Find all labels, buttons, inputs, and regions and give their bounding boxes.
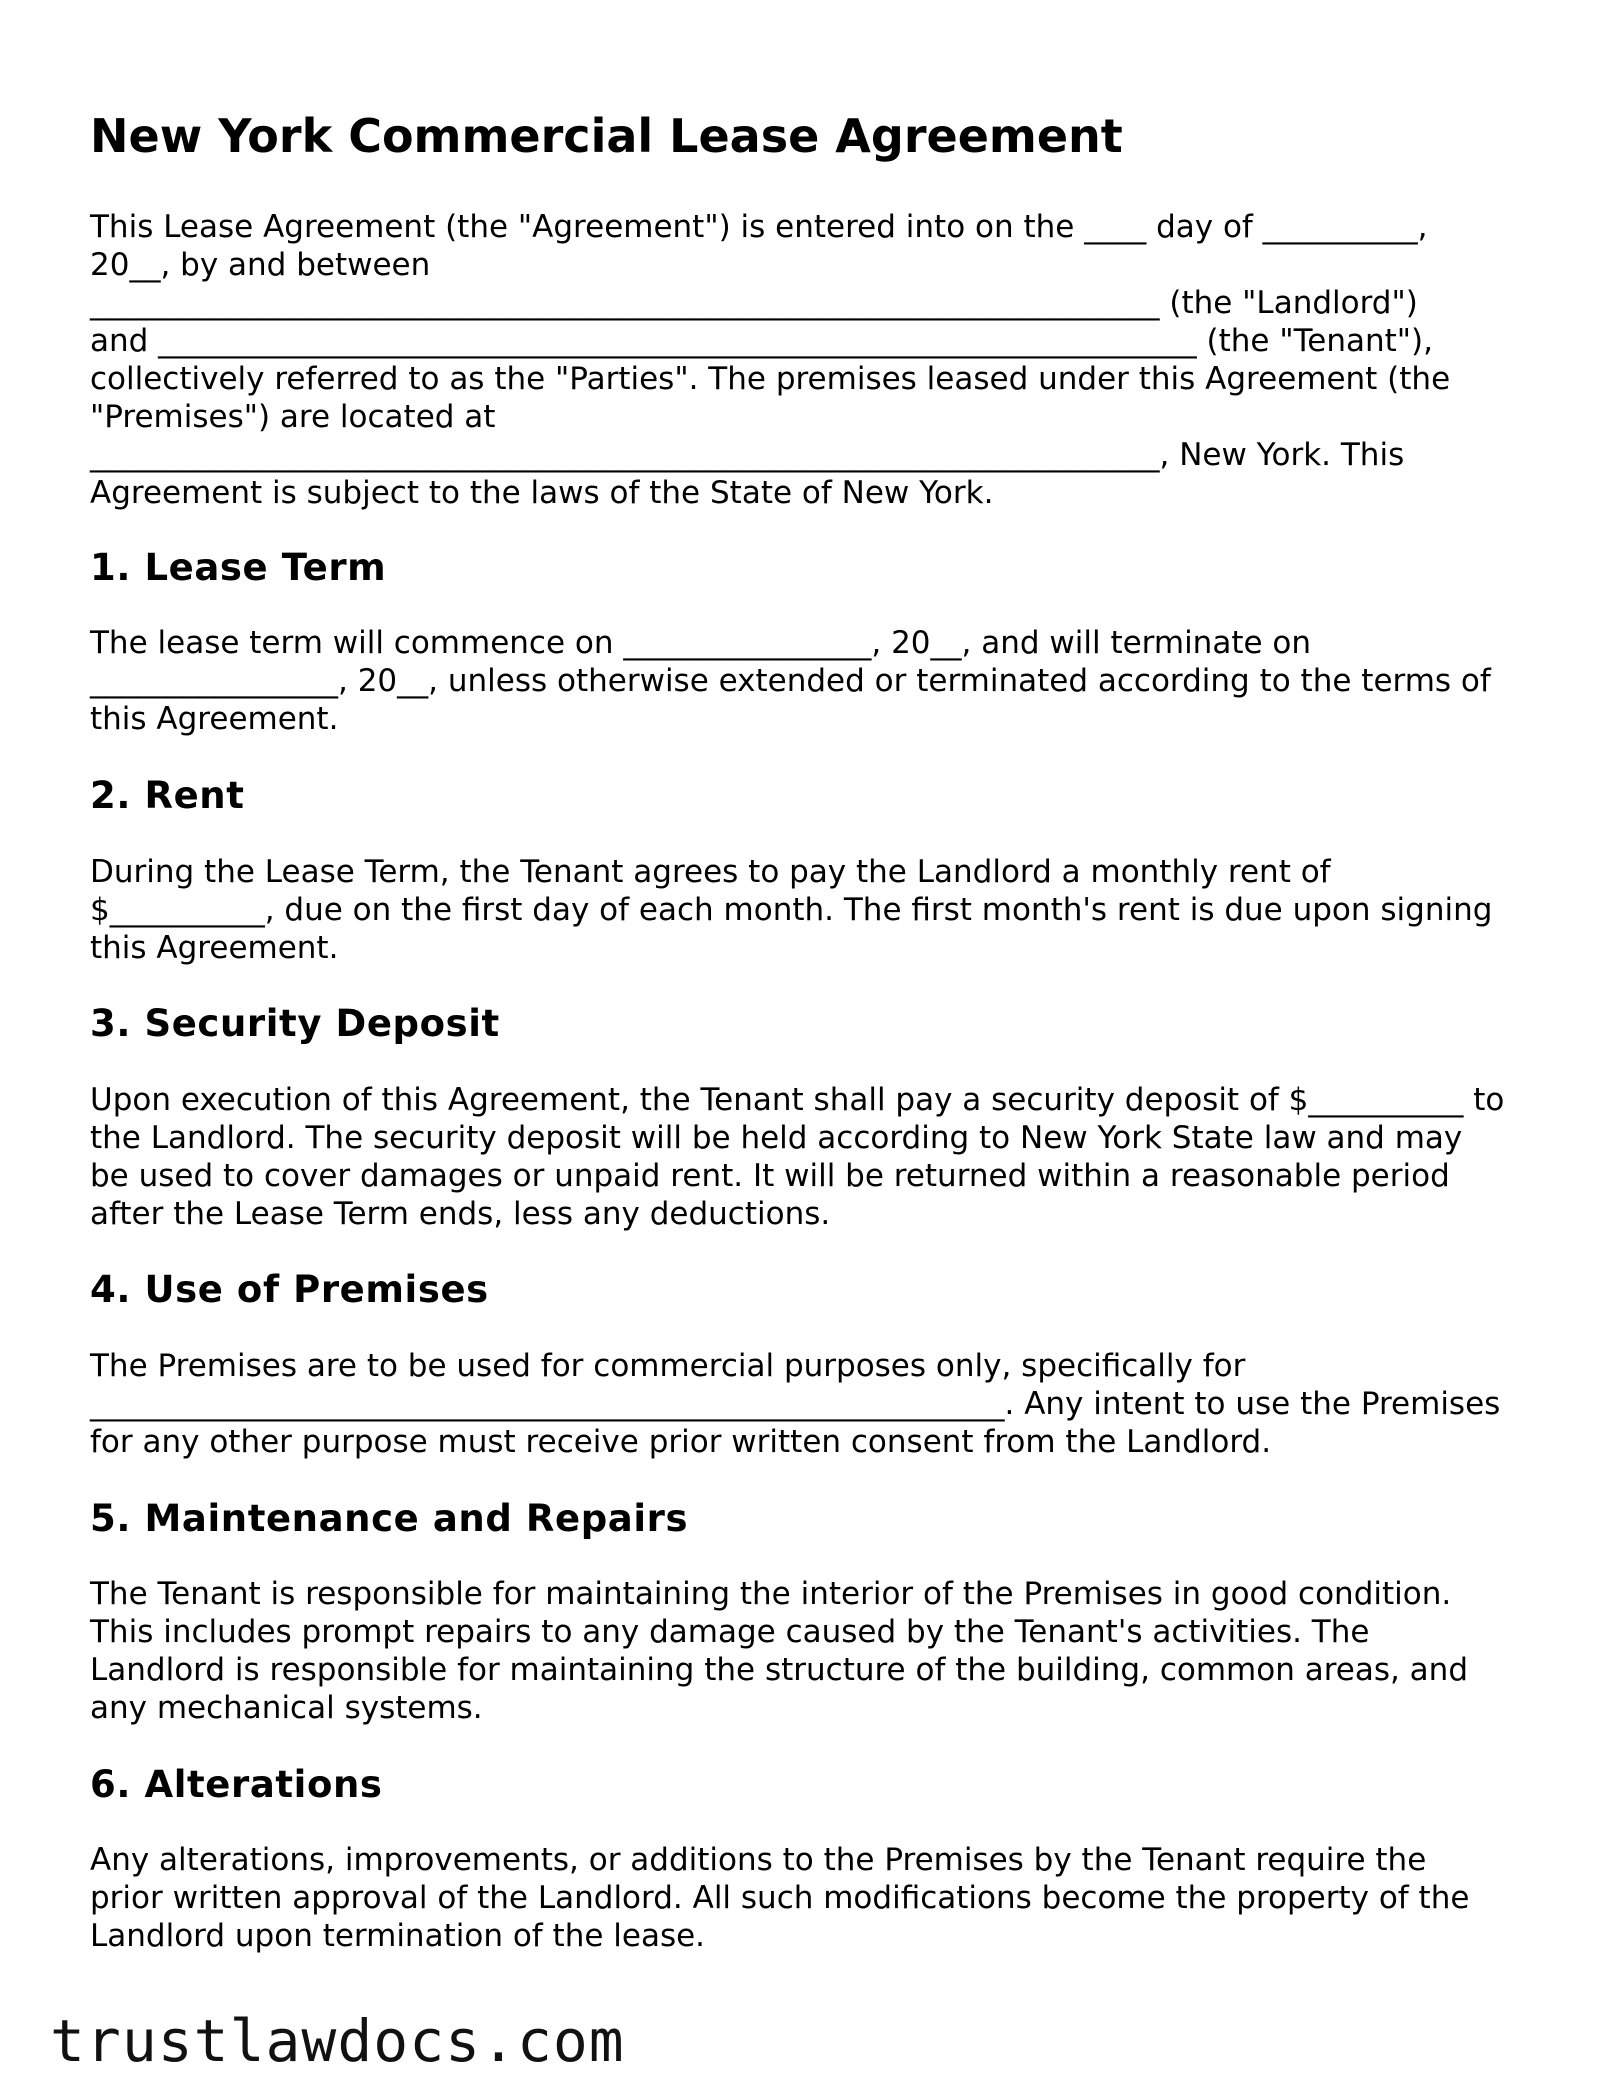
- section-heading-use-of-premises: 4. Use of Premises: [90, 1268, 489, 1311]
- section-body-maintenance: The Tenant is responsible for maintaining the interior of the Premises in good condition. This includes prompt repairs to any damage caused by the Tenant's activities. The Landlord is responsible for maintaining the structure of the building, common areas, and any mechanical systems.: [90, 1576, 1469, 1726]
- section-body-alterations: Any alterations, improvements, or additions to the Premises by the Tenant require the prior written approval of the Landlord. All such modifications become the property of the Landlord upon termination of the lease.: [90, 1842, 1470, 1954]
- site-watermark: trustlawdocs.com: [50, 2007, 625, 2075]
- section-body-rent: During the Lease Term, the Tenant agrees to pay the Landlord a monthly rent of $__________, due on the first day of each month. The first month's rent is due upon signing this Agreement.: [90, 854, 1493, 966]
- section-heading-rent: 2. Rent: [90, 774, 245, 817]
- section-body-use-of-premises: The Premises are to be used for commercial purposes only, specifically for ___________________________________________________________. Any intent to use the Premises for any other purpose must receive prior written consent from the Landlord.: [90, 1348, 1501, 1460]
- section-heading-alterations: 6. Alterations: [90, 1763, 383, 1806]
- section-body-lease-term: The lease term will commence on ________________, 20__, and will terminate on ________________, 20__, unless otherwise extended or terminated according to the terms of this Agreement.: [90, 625, 1491, 737]
- document-title: New York Commercial Lease Agreement: [90, 109, 1123, 163]
- section-body-security-deposit: Upon execution of this Agreement, the Tenant shall pay a security deposit of $__________ to the Landlord. The security deposit will be held according to New York State law and may be used to cover damages or unpaid rent. It will be returned within a reasonable period after the Lease Term ends, less any deductions.: [90, 1082, 1505, 1232]
- section-heading-lease-term: 1. Lease Term: [90, 546, 387, 589]
- section-heading-maintenance: 5. Maintenance and Repairs: [90, 1497, 689, 1540]
- section-heading-security-deposit: 3. Security Deposit: [90, 1002, 500, 1045]
- intro-paragraph: This Lease Agreement (the "Agreement") is entered into on the ____ day of __________, 20__, by and between _____________________________________________________________________ (the "Landlord") and ___________________________________________________________________ (the "Tenant"), collectively referred to as the "Parties". The premises leased under this Agreement (the "Premises") are located at _____________________________________________________________________, New York. This Agreement is subject to the laws of the State of New York.: [90, 209, 1451, 511]
